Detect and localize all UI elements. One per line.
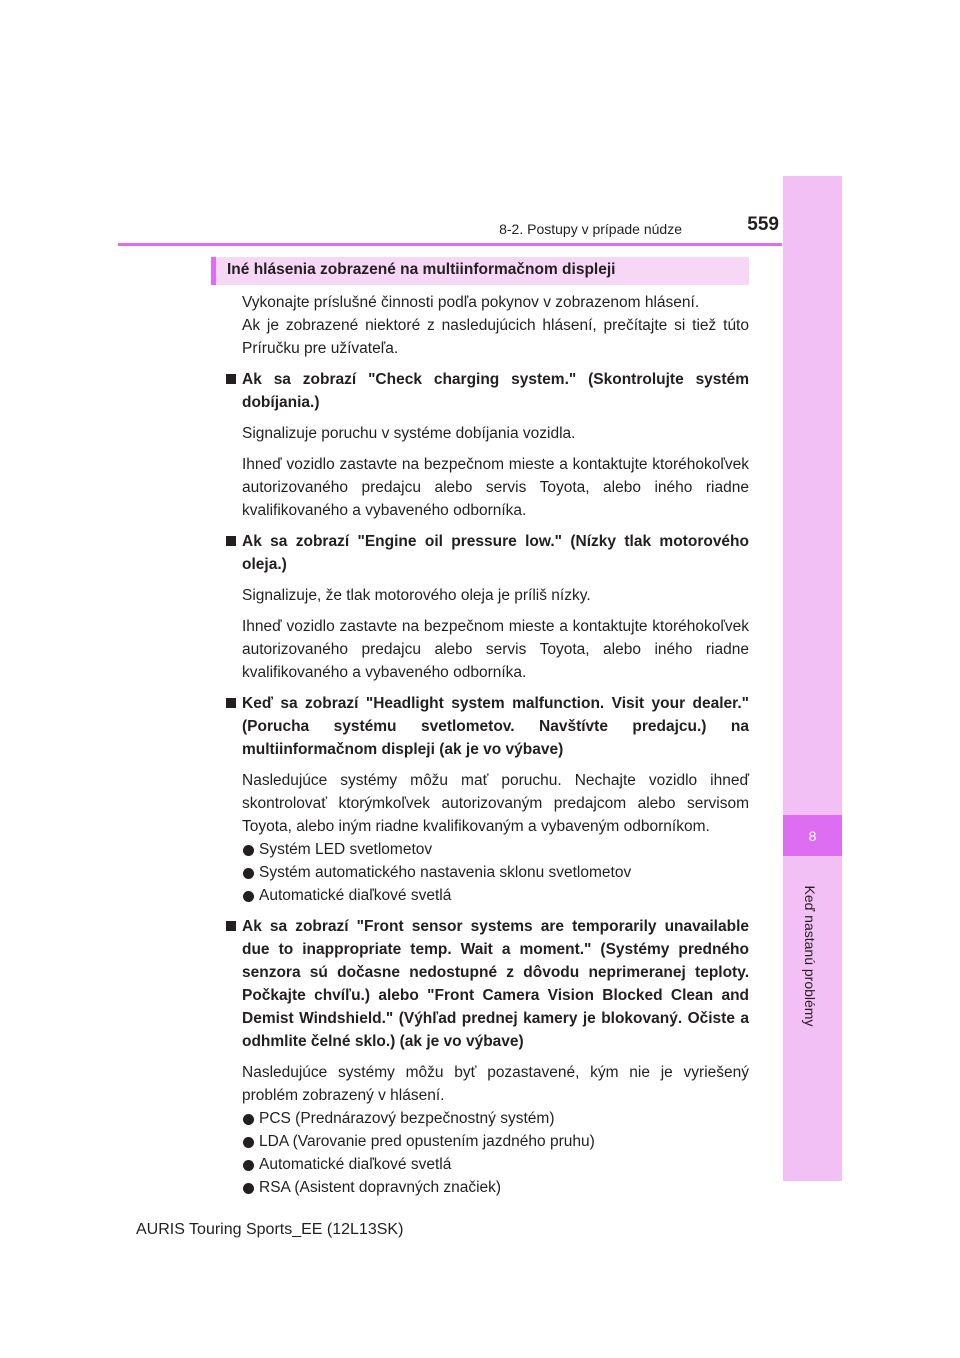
item-paragraph: Ihneď vozidlo zastavte na bezpečnom mieste a kontaktujte ktoréhokoľvek autorizovaného predajcu alebo servis Toyota, alebo iného riadne kvalifikovaného a vybaveného odborníka.: [242, 618, 749, 681]
footer-model: AURIS Touring Sports_EE (12L13SK): [136, 1221, 404, 1238]
item-paragraph: Signalizuje poruchu v systéme dobíjania vozidla.: [242, 425, 576, 442]
list-item: Systém LED svetlometov: [242, 838, 749, 861]
circle-bullet-icon: [243, 1160, 254, 1171]
list-item: LDA (Varovanie pred opustením jazdného pruhu): [242, 1130, 749, 1153]
square-bullet-icon: [226, 374, 236, 384]
square-bullet-icon: [226, 921, 236, 931]
content-body: [242, 291, 749, 1199]
chapter-title: Keď nastanú problémy: [802, 885, 818, 1027]
chapter-title-vertical: [800, 876, 820, 1036]
section-title: Iné hlásenia zobrazené na multiinformačnom displeji: [227, 261, 616, 278]
circle-bullet-icon: [243, 891, 254, 902]
circle-bullet-icon: [243, 1137, 254, 1148]
square-bullet-icon: [226, 536, 236, 546]
section-title-bar: [211, 257, 749, 285]
circle-bullet-icon: [243, 845, 254, 856]
item-paragraph: Signalizuje, že tlak motorového oleja je príliš nízky.: [242, 587, 591, 604]
intro-paragraph-2: Ak je zobrazené niektoré z nasledujúcich hlásení, prečítajte si tiež túto Príručku pre užívateľa.: [242, 317, 749, 357]
page-number: 559: [747, 214, 779, 235]
circle-bullet-icon: [243, 1114, 254, 1125]
circle-bullet-icon: [243, 1183, 254, 1194]
item-paragraph: Nasledujúce systémy môžu byť pozastavené, kým nie je vyriešený problém zobrazený v hlásení.: [242, 1064, 749, 1104]
square-bullet-icon: [226, 698, 236, 708]
item-paragraph: Nasledujúce systémy môžu mať poruchu. Nechajte vozidlo ihneď skontrolovať ktorýmkoľvek autorizovaným predajcom alebo servisom Toyota, alebo iným riadne kvalifikovaným a vybaveným odborníkom.: [242, 772, 749, 835]
chapter-number-tab: 8: [783, 815, 842, 856]
item-paragraph: Ihneď vozidlo zastavte na bezpečnom mieste a kontaktujte ktoréhokoľvek autorizovaného predajcu alebo servis Toyota, alebo iného riadne kvalifikovaného a vybaveného odborníka.: [242, 456, 749, 519]
list-item: Automatické diaľkové svetlá: [242, 884, 749, 907]
list-item: Automatické diaľkové svetlá: [242, 1153, 749, 1176]
intro-paragraph-1: Vykonajte príslušné činnosti podľa pokynov v zobrazenom hlásení.: [242, 294, 700, 311]
list-item: RSA (Asistent dopravných značiek): [242, 1176, 749, 1199]
list-item: PCS (Prednárazový bezpečnostný systém): [242, 1107, 749, 1130]
item-heading: Ak sa zobrazí "Check charging system." (Skontrolujte systém dobíjania.): [242, 368, 749, 414]
item-heading: Ak sa zobrazí "Engine oil pressure low." (Nízky tlak motorového oleja.): [242, 530, 749, 576]
item-heading: Keď sa zobrazí "Headlight system malfunction. Visit your dealer." (Porucha systému svetlometov. Navštívte predajcu.) na multiinformačnom displeji (ak je vo výbave): [242, 692, 749, 761]
header-section-title: 8-2. Postupy v prípade núdze: [499, 221, 682, 237]
circle-bullet-icon: [243, 868, 254, 879]
header-rule: [118, 243, 782, 246]
item-heading: Ak sa zobrazí "Front sensor systems are temporarily unavailable due to inappropriate temp. Wait a moment." (Systémy predného senzora sú dočasne nedostupné z dôvodu neprimeranej teploty. Počkajte chvíľu.) alebo "Front Camera Vision Blocked Clean and Demist Windshield." (Výhľad prednej kamery je blokovaný. Očiste a odhmlite čelné sklo.) (ak je vo výbave): [242, 915, 749, 1053]
list-item: Systém automatického nastavenia sklonu svetlometov: [242, 861, 749, 884]
